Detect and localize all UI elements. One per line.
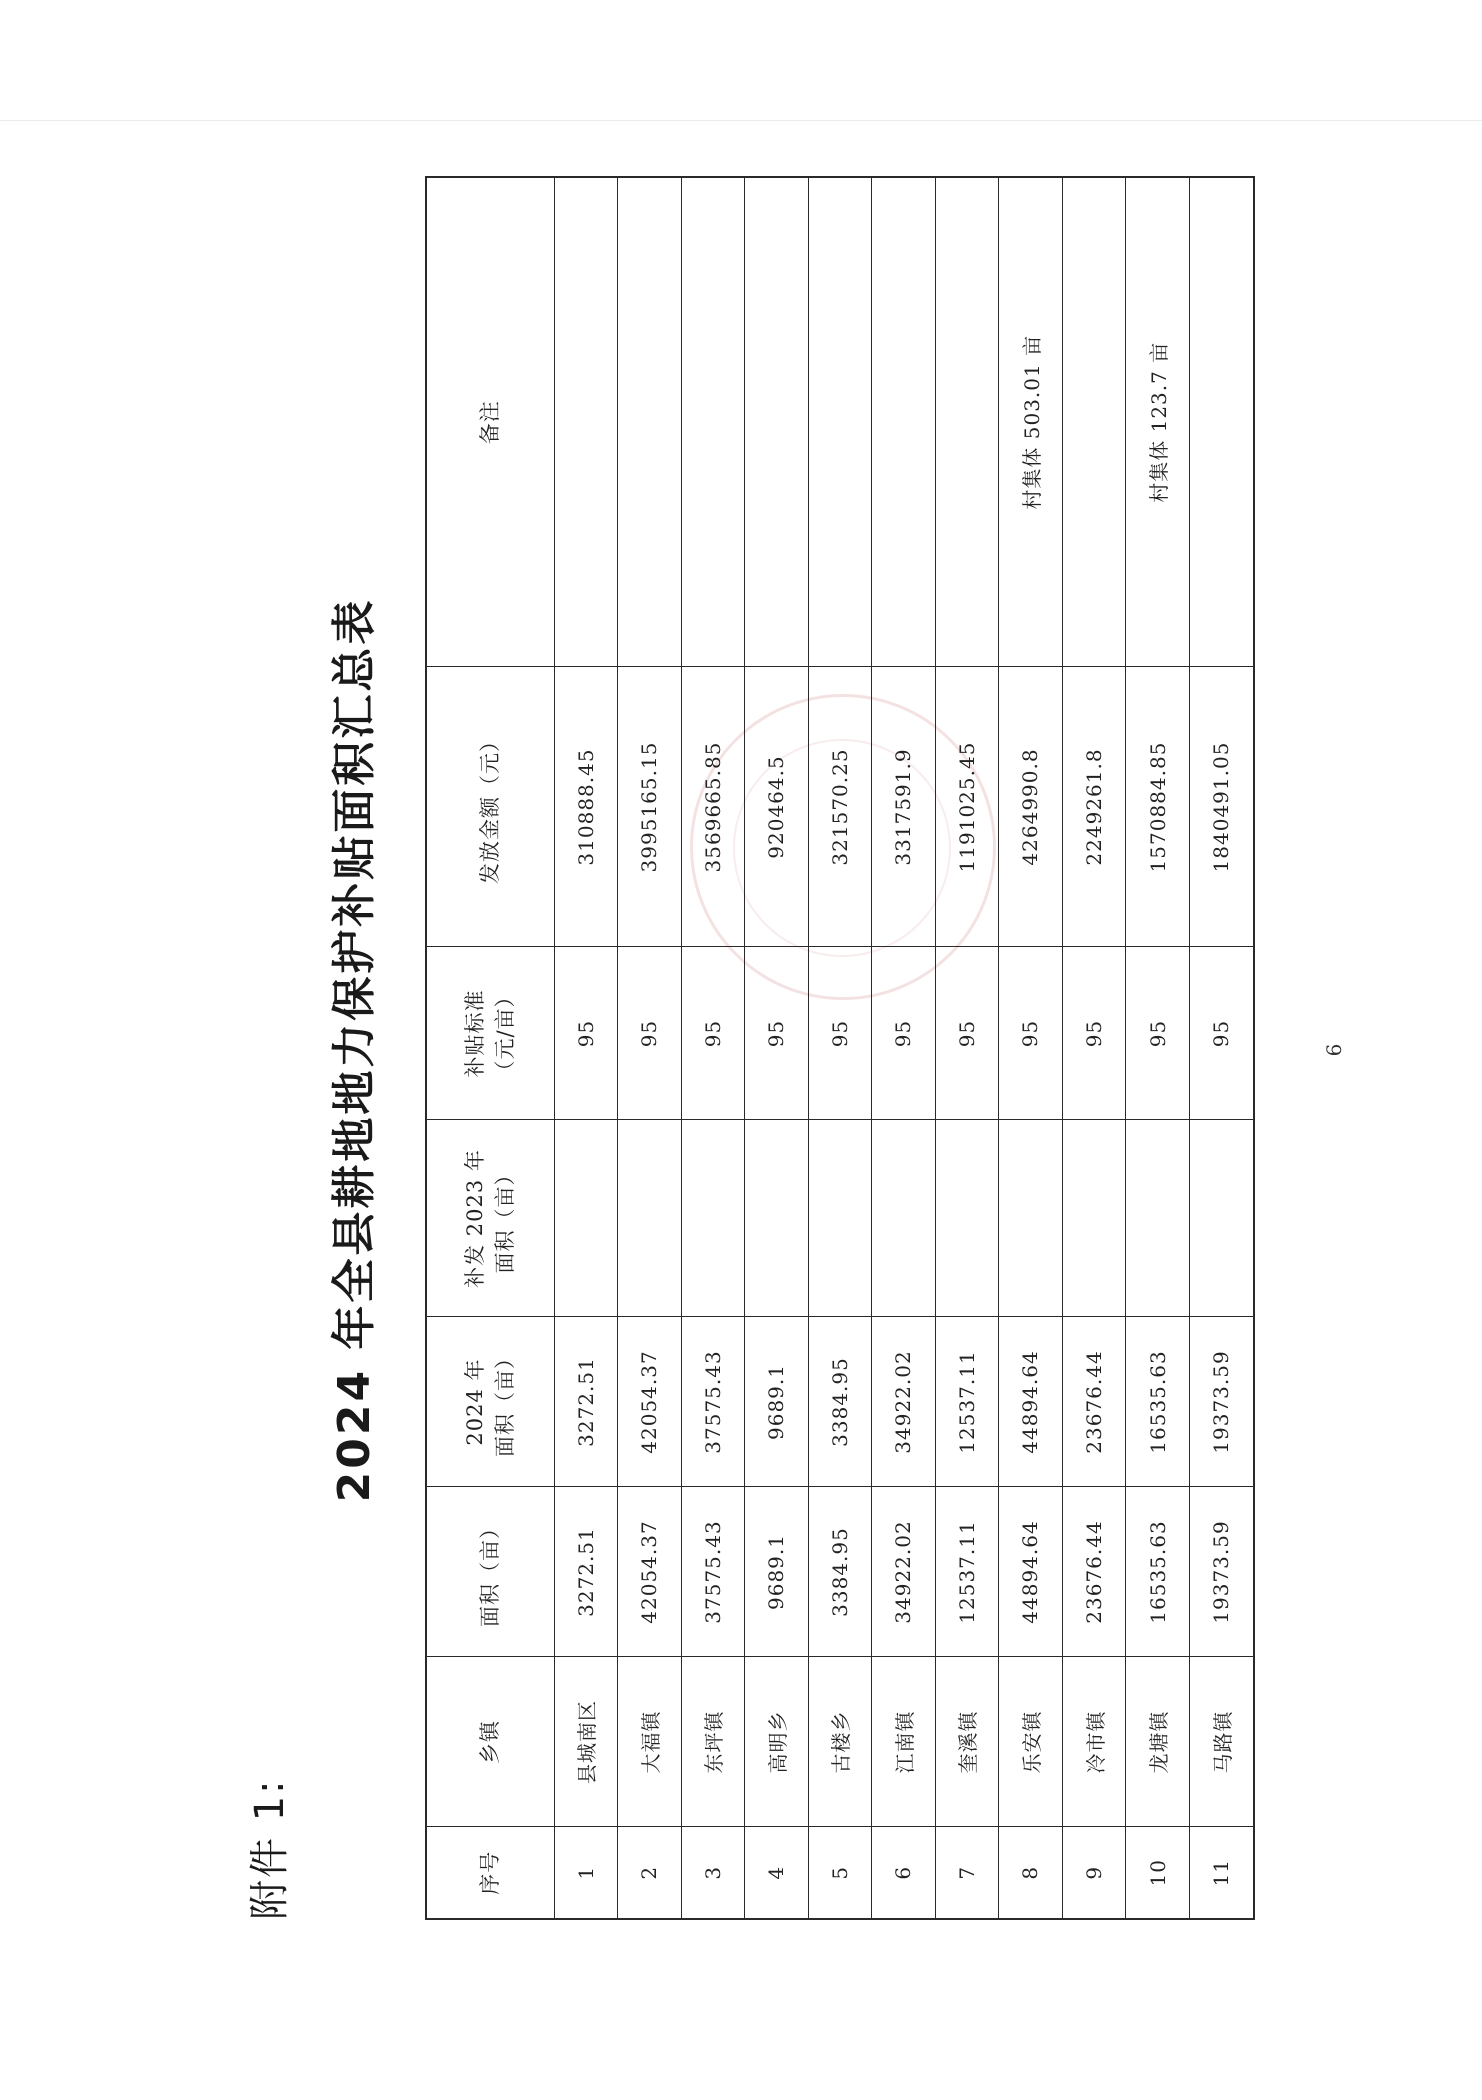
subsidy-summary-table xyxy=(425,176,1255,1920)
col-town-cell: 高明乡 xyxy=(745,1657,809,1827)
col-standard-cell: 95 xyxy=(1189,947,1254,1120)
header-col-area-2024: 2024 年 面积（亩） xyxy=(426,1317,554,1487)
col-town-cell: 江南镇 xyxy=(872,1657,936,1827)
col-standard-cell: 95 xyxy=(681,947,745,1120)
table-row xyxy=(681,177,745,1919)
col-standard-cell: 95 xyxy=(872,947,936,1120)
col-area-cell: 42054.37 xyxy=(618,1487,682,1657)
col-area-2023-reissue-cell xyxy=(1189,1120,1254,1317)
col-area-2023-reissue-cell xyxy=(1062,1120,1126,1317)
col-remark-cell: 村集体 123.7 亩 xyxy=(1126,177,1190,667)
col-area-2024-cell: 23676.44 xyxy=(1062,1317,1126,1487)
table-row xyxy=(1126,177,1190,1919)
col-remark-cell xyxy=(872,177,936,667)
header-col-remark: 备注 xyxy=(426,177,554,667)
col-index-cell: 2 xyxy=(618,1827,682,1919)
attachment-label: 附件 1: xyxy=(247,1778,293,1920)
table-row xyxy=(999,177,1063,1919)
col-town-cell: 马路镇 xyxy=(1189,1657,1254,1827)
col-area-cell: 34922.02 xyxy=(872,1487,936,1657)
col-area-2023-reissue-cell xyxy=(872,1120,936,1317)
col-area-2023-reissue-cell xyxy=(935,1120,999,1317)
col-amount-cell: 310888.45 xyxy=(554,667,618,947)
col-amount-cell: 920464.5 xyxy=(745,667,809,947)
col-area-2023-reissue-cell xyxy=(1126,1120,1190,1317)
header-col-town: 乡镇 xyxy=(426,1657,554,1827)
header-col-area-2023-reissue: 补发 2023 年 面积（亩） xyxy=(426,1120,554,1317)
col-town-cell: 冷市镇 xyxy=(1062,1657,1126,1827)
col-area-2024-cell: 42054.37 xyxy=(618,1317,682,1487)
col-index-cell: 11 xyxy=(1189,1827,1254,1919)
col-town-cell: 古楼乡 xyxy=(808,1657,872,1827)
col-amount-cell: 321570.25 xyxy=(808,667,872,947)
col-standard-cell: 95 xyxy=(999,947,1063,1120)
col-area-2023-reissue-cell xyxy=(808,1120,872,1317)
col-area-2023-reissue-cell xyxy=(618,1120,682,1317)
col-amount-cell: 3317591.9 xyxy=(872,667,936,947)
col-town-cell: 乐安镇 xyxy=(999,1657,1063,1827)
col-index-cell: 1 xyxy=(554,1827,618,1919)
col-standard-cell: 95 xyxy=(1126,947,1190,1120)
col-area-2024-cell: 16535.63 xyxy=(1126,1317,1190,1487)
col-standard-cell: 95 xyxy=(618,947,682,1120)
col-area-2024-cell: 37575.43 xyxy=(681,1317,745,1487)
document-title: 2024 年全县耕地地力保护补贴面积汇总表 xyxy=(329,597,380,1503)
col-area-cell: 3384.95 xyxy=(808,1487,872,1657)
col-area-2024-cell: 9689.1 xyxy=(745,1317,809,1487)
col-town-cell: 县城南区 xyxy=(554,1657,618,1827)
col-area-2024-cell: 3384.95 xyxy=(808,1317,872,1487)
col-remark-cell: 村集体 503.01 亩 xyxy=(999,177,1063,667)
col-area-2024-cell: 44894.64 xyxy=(999,1317,1063,1487)
table-row xyxy=(808,177,872,1919)
table-row xyxy=(872,177,936,1919)
page-number: 6 xyxy=(1322,1043,1346,1057)
col-index-cell: 4 xyxy=(745,1827,809,1919)
col-index-cell: 9 xyxy=(1062,1827,1126,1919)
col-standard-cell: 95 xyxy=(1062,947,1126,1120)
col-area-2024-cell: 34922.02 xyxy=(872,1317,936,1487)
table-row xyxy=(1189,177,1254,1919)
col-index-cell: 8 xyxy=(999,1827,1063,1919)
col-index-cell: 7 xyxy=(935,1827,999,1919)
col-standard-cell: 95 xyxy=(808,947,872,1120)
col-index-cell: 5 xyxy=(808,1827,872,1919)
col-standard-cell: 95 xyxy=(935,947,999,1120)
col-index-cell: 10 xyxy=(1126,1827,1190,1919)
table-row xyxy=(1062,177,1126,1919)
col-area-2023-reissue-cell xyxy=(681,1120,745,1317)
table-row xyxy=(935,177,999,1919)
col-town-cell: 奎溪镇 xyxy=(935,1657,999,1827)
col-standard-cell: 95 xyxy=(554,947,618,1120)
col-amount-cell: 1191025.45 xyxy=(935,667,999,947)
col-index-cell: 3 xyxy=(681,1827,745,1919)
col-town-cell: 东坪镇 xyxy=(681,1657,745,1827)
col-town-cell: 大福镇 xyxy=(618,1657,682,1827)
col-area-2023-reissue-cell xyxy=(745,1120,809,1317)
col-remark-cell xyxy=(935,177,999,667)
header-col-index: 序号 xyxy=(426,1827,554,1919)
col-area-cell: 9689.1 xyxy=(745,1487,809,1657)
col-amount-cell: 3569665.85 xyxy=(681,667,745,947)
col-index-cell: 6 xyxy=(872,1827,936,1919)
col-area-cell: 37575.43 xyxy=(681,1487,745,1657)
col-remark-cell xyxy=(618,177,682,667)
col-remark-cell xyxy=(808,177,872,667)
col-standard-cell: 95 xyxy=(745,947,809,1120)
col-area-cell: 16535.63 xyxy=(1126,1487,1190,1657)
col-remark-cell xyxy=(681,177,745,667)
table-row xyxy=(745,177,809,1919)
col-amount-cell: 2249261.8 xyxy=(1062,667,1126,947)
header-row xyxy=(426,177,554,1919)
col-amount-cell: 4264990.8 xyxy=(999,667,1063,947)
col-remark-cell xyxy=(1062,177,1126,667)
col-area-cell: 3272.51 xyxy=(554,1487,618,1657)
col-area-cell: 44894.64 xyxy=(999,1487,1063,1657)
col-amount-cell: 1840491.05 xyxy=(1189,667,1254,947)
col-area-cell: 23676.44 xyxy=(1062,1487,1126,1657)
header-col-standard: 补贴标准 （元/亩） xyxy=(426,947,554,1120)
col-area-2024-cell: 3272.51 xyxy=(554,1317,618,1487)
header-col-amount: 发放金额（元） xyxy=(426,667,554,947)
col-area-2024-cell: 12537.11 xyxy=(935,1317,999,1487)
col-town-cell: 龙塘镇 xyxy=(1126,1657,1190,1827)
header-col-area: 面积（亩） xyxy=(426,1487,554,1657)
col-area-cell: 19373.59 xyxy=(1189,1487,1254,1657)
col-remark-cell xyxy=(745,177,809,667)
col-area-cell: 12537.11 xyxy=(935,1487,999,1657)
table-row xyxy=(554,177,618,1919)
col-area-2023-reissue-cell xyxy=(554,1120,618,1317)
col-area-2024-cell: 19373.59 xyxy=(1189,1317,1254,1487)
col-remark-cell xyxy=(1189,177,1254,667)
col-amount-cell: 3995165.15 xyxy=(618,667,682,947)
col-remark-cell xyxy=(554,177,618,667)
table-row xyxy=(618,177,682,1919)
col-amount-cell: 1570884.85 xyxy=(1126,667,1190,947)
col-area-2023-reissue-cell xyxy=(999,1120,1063,1317)
